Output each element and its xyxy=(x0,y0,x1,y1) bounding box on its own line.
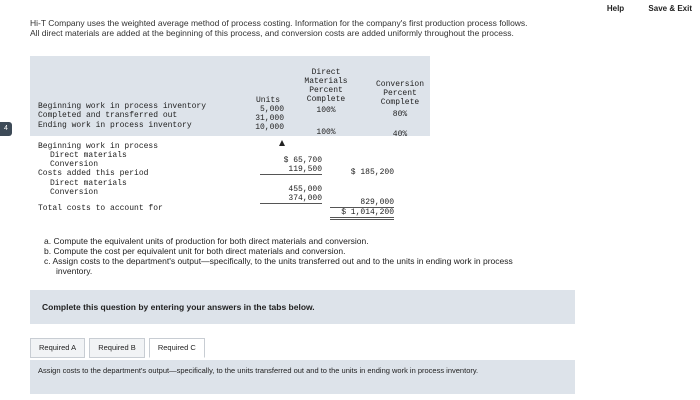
row-ewip-dm: 100% xyxy=(316,128,336,137)
instruction-banner: Complete this question by entering your answers in the tabs below. xyxy=(30,290,575,324)
question-number-tab[interactable]: 4 xyxy=(0,122,12,136)
added-dm-label: Direct materials xyxy=(50,179,127,188)
dm-percent-header: Direct Materials Percent Complete xyxy=(304,68,348,104)
save-exit-link[interactable]: Save & Exit xyxy=(648,4,692,13)
added-total-amount: 829,000 xyxy=(330,198,394,208)
added-conv-label: Conversion xyxy=(50,188,99,197)
question-list xyxy=(44,236,624,276)
intro-line-1: Hi-T Company uses the weighted average method of process costing. Information for the company's first production process follows. xyxy=(30,18,528,28)
added-conv-amount: 374,000 xyxy=(260,194,322,204)
data-table-panel xyxy=(30,56,430,224)
total-costs-label: Total costs to account for xyxy=(38,204,163,213)
intro-line-2: All direct materials are added at the beginning of this process, and conversion costs are added uniformly throughout the process. xyxy=(30,28,514,38)
tab-required-a[interactable]: Required A xyxy=(30,338,85,358)
row-bwip-conv: 80% xyxy=(392,110,408,119)
conversion-percent-header: Conversion Percent Complete xyxy=(375,80,424,107)
row-bwip-label: Beginning work in process inventory xyxy=(38,102,207,111)
bwip-conv-label: Conversion xyxy=(50,160,99,169)
question-c-continued: inventory. xyxy=(56,266,93,276)
mouse-cursor-icon xyxy=(279,140,285,146)
bwip-conv-amount: 119,500 xyxy=(260,165,322,175)
tab-content-instruction: Assign costs to the department's output—specifically, to the units transferred out and to the units in ending work in process inventory. xyxy=(30,360,575,394)
bwip-total-amount: $ 185,200 xyxy=(350,168,394,177)
question-a: a. Compute the equivalent units of production for both direct materials and conversion. xyxy=(44,236,369,246)
row-ewip-label: Ending work in process inventory xyxy=(38,121,192,130)
bwip-dm-label: Direct materials xyxy=(50,151,127,160)
answer-tabs xyxy=(30,338,207,358)
tab-required-c[interactable]: Required C xyxy=(149,338,205,358)
added-dm-amount: 455,000 xyxy=(288,185,322,194)
costs-added-label: Costs added this period xyxy=(38,169,149,178)
row-ewip-conv: 40% xyxy=(392,130,408,139)
units-header: Units xyxy=(255,96,280,105)
row-bwip-units: 5,000 xyxy=(259,105,284,114)
help-link[interactable]: Help xyxy=(606,4,625,13)
row-completed-label: Completed and transferred out xyxy=(38,111,178,120)
row-ewip-units: 10,000 xyxy=(255,123,284,132)
question-c: c. Assign costs to the department's output—specifically, to the units transferred out and to the units in ending work in process xyxy=(44,256,513,266)
row-completed-units: 31,000 xyxy=(255,114,284,123)
question-b: b. Compute the cost per equivalent unit for both direct materials and conversion. xyxy=(44,246,346,256)
row-bwip-dm: 100% xyxy=(316,106,336,115)
bwip-cost-label: Beginning work in process xyxy=(38,142,159,151)
tab-required-b[interactable]: Required B xyxy=(89,338,145,358)
problem-intro xyxy=(30,18,650,38)
top-bar xyxy=(585,4,692,13)
bwip-dm-amount: $ 65,700 xyxy=(283,156,322,165)
total-costs-amount: $ 1,014,200 xyxy=(330,208,394,220)
